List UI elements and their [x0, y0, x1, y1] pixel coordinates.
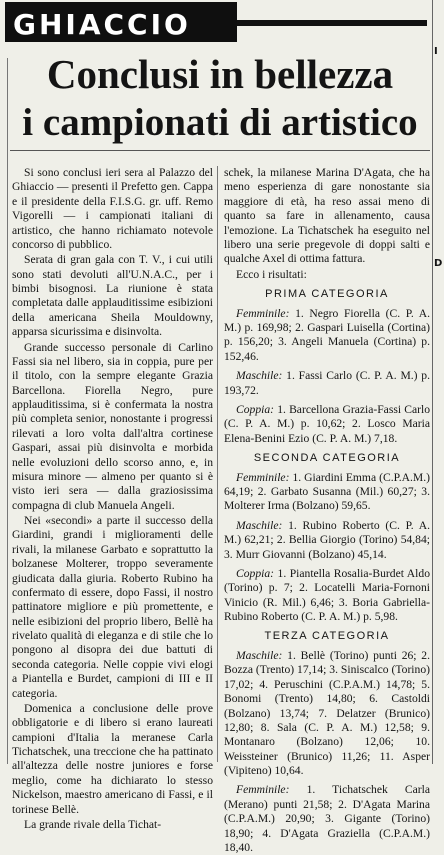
result-text: 1. Fassi Carlo (C. P. A. M.) p. 193,72.: [224, 369, 431, 397]
column-divider: [217, 166, 218, 762]
article-paragraph: Serata di gran gala con T. V., i cui utili sono stati devoluti all'U.N.A.C., per i bimbi bisognosi. La riunione è stata completata dalle applauditissime esibizioni della americana Sheila Mouldowny, apparsa sicurissima e disinvolta.: [12, 253, 213, 339]
banner-rule: [237, 20, 427, 26]
result-entry: [224, 307, 430, 365]
article-paragraph: Domenica a conclusione delle prove obbligatorie e di libero si erano laureati campioni d'Italia la meranese Carla Tichatschek, una treccione che ha pattinato all'altezza delle nostre juniores e forse meglio, come ha dichiarato lo stesso Nickelson, maestro americano di Fassi, e il torinese Bellè.: [12, 701, 213, 816]
result-label: Maschile:: [236, 649, 283, 662]
result-text: 1. Piantella Rosalia-Burdet Aldo (Torino) p. 7; 2. Locatelli Maria-Fornoni Vinicio (R. Mil.) 6,46; 3. Boria Gabriella-Rubino Roberto (C. P. A. M.) p. 5,98.: [224, 566, 430, 623]
result-entry: [224, 403, 430, 446]
result-label: Femminile:: [236, 783, 290, 797]
result-text: 1. Bellè (Torino) punti 26; 2. Bozza (Trento) 17,14; 3. Siniscalco (Torino) 17,02; 4. Peruschini (C.P.A.M.) 14,78; 5. Bonomi (Trento) 14,80; 6. Castoldi (Bolzano) 13,74; 7. Delatzer (Brunico) 12,80; 8. Sala (C. P. A. M.) 12,58; 9. Montanaro (Bolzano) 12,06; 10. Weissteiner (Brunico) 11,26; 11. Asper (Vipiteno) 10,64.: [224, 649, 430, 777]
article-column-left: [12, 166, 213, 831]
right-page-edge: [432, 0, 444, 764]
result-entry: [224, 649, 430, 778]
article-paragraph: schek, la milanese Marina D'Agata, che ha meno esperienza di gare nonostante sia maggiore di età, ha reso assai meno di quanto sa fare in allenamento, causa l'emozione. La Tichatschek ha eseguito nel libero una serie pregevole di doppi salti e qualche Axel di ottima fattura.: [224, 166, 430, 266]
result-text: 1. Giardini Emma (C.P.A.M.) 64,19; 2. Garbato Susanna (Mil.) 60,27; 3. Molterer Irma (Bolzano) 59,65.: [224, 470, 430, 513]
result-entry: [224, 369, 430, 398]
result-label: Coppia:: [236, 402, 275, 416]
result-entry: [224, 471, 430, 514]
result-entry: [224, 519, 430, 562]
category-heading: PRIMA CATEGORIA: [265, 288, 389, 300]
result-label: Coppia:: [236, 566, 275, 580]
headline-line-1: Conclusi in bellezza: [46, 51, 394, 97]
edge-fragment: I: [434, 46, 438, 57]
result-entry: [224, 783, 430, 855]
article-column-right: [224, 166, 431, 854]
result-text: 1. Tichatschek Carla (Merano) punti 21,58; 2. D'Agata Marina (C.P.A.M.) 20,90; 3. Gigante (Torino) 18,90; 4. D'Agata Graziella (C.P.A.M.) 18,40.: [224, 783, 430, 854]
result-label: Femminile:: [236, 306, 290, 320]
section-title: GHIACCIO: [13, 8, 191, 41]
results-intro: Ecco i risultati:: [236, 267, 307, 281]
headline-rule: [10, 150, 430, 151]
article-paragraph: La grande rivale della Tichat-: [24, 817, 162, 831]
result-text: 1. Negro Fiorella (C. P. A. M.) p. 169,98; 2. Gaspari Luisella (Cortina) p. 156,20; 3. Angeli Manuela (Cortina) p. 152,46.: [224, 306, 430, 363]
section-banner: [5, 2, 237, 42]
category-heading: TERZA CATEGORIA: [264, 630, 390, 643]
edge-fragment: D: [434, 258, 443, 269]
article-paragraph: Si sono conclusi ieri sera al Palazzo del Ghiaccio — presenti il Prefetto gen. Cappa e il presidente della F.I.S.G. gr. uff. Remo Vigorelli — i campionati italiani di artistico, che hanno richiamato notevole concorso di pubblico.: [12, 166, 213, 251]
result-text: 1. Barcellona Grazia-Fassi Carlo (C. P. A. M.) p. 10,62; 2. Losco Maria Elena-Benini Ezio (C. P. A. M.) 7,18.: [224, 402, 430, 445]
headline-line-2: i campionati di artistico: [22, 101, 418, 144]
article-paragraph: Nei «secondi» a parte il successo della Giardini, grandi i miglioramenti delle rivali, la milanese Garbato e soprattutto la bolzanese Molterer, troppo severamente giudicata dalla giuria. Roberto Rubino ha confermato di essere, dopo Fassi, il nostro pattinatore migliore e più promettente, e nelle esibizioni del proprio libero, Bellè ha rivelato qualità di eleganza e di stile che lo pongono al disopra dei due battuti di seconda categoria. Nelle coppie vivi elogi a Piantella e Burdet, campioni di III e II categoria.: [12, 514, 213, 700]
result-text: 1. Rubino Roberto (C. P. A. M.) 62,21; 2. Bellia Giorgio (Torino) 54,84; 3. Murr Giovanni (Bolzano) 45,14.: [224, 518, 430, 561]
result-label: Maschile:: [236, 369, 283, 383]
result-label: Maschile:: [236, 518, 283, 532]
result-label: Femminile:: [236, 470, 290, 484]
article-paragraph: Grande successo personale di Carlino Fassi sia nel libero, sia in coppia, pure per il titolo, con la sempre elegante Grazia Barcellona. Fiorella Negro, pure applauditissima, si è confermata la nostra più completa senior, nonostante i progressi rilevati a loro volta dall'altra cortinese Gaspari, assai più disinvolta e morbida nelle evoluzioni dello scorso anno, e, in misura minore — almeno per quanto si è visto ieri sera — dalla graziosissima compagna di club Manuela Angeli.: [12, 340, 213, 512]
left-page-edge: [0, 58, 8, 764]
category-heading: SECONDA CATEGORIA: [253, 452, 401, 464]
result-entry: [224, 567, 430, 625]
